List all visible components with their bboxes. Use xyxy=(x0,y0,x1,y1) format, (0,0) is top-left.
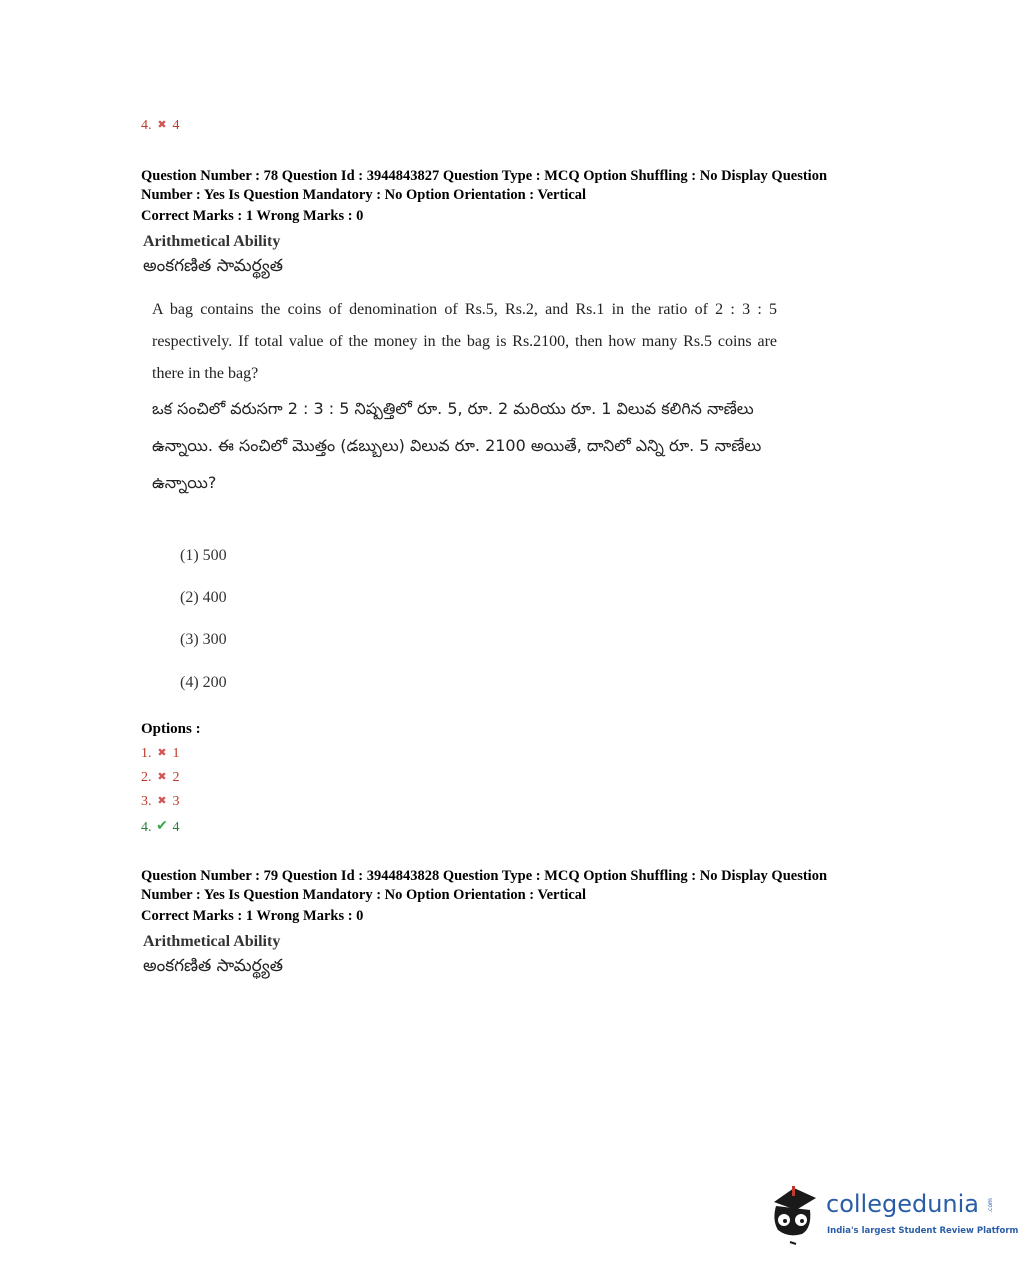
option-4-correct: 4. ✔ 4 xyxy=(141,819,180,835)
check-icon: ✔ xyxy=(156,819,168,834)
option-1: 1. ✖ 1 xyxy=(141,746,180,761)
previous-answer: 4. ✖ 4 xyxy=(141,118,180,133)
choice-4: (4) 200 xyxy=(180,674,227,691)
question-79-meta: Question Number : 79 Question Id : 3944843828 Question Type : MCQ Option Shuffling : No Display Question Number : Yes Is Question Mandatory : No Option Orientation : Vertical xyxy=(141,868,828,903)
section-title-en: Arithmetical Ability xyxy=(143,233,281,250)
choice-1: (1) 500 xyxy=(180,547,227,564)
question-text-te: ఒక సంచిలో వరుసగా 2 : 3 : 5 నిష్పత్తిలో రూ. 5, రూ. 2 మరియు రూ. 1 విలువ కలిగిన నాణేలు ఉన్నాయి. ఈ సంచిలో మొత్తం (డబ్బులు) విలువ రూ. 2100 అయితే, దానిలో ఎన్ని రూ. 5 నాణేలు ఉన్నాయి? xyxy=(152,399,762,492)
question-79-marks: Correct Marks : 1 Wrong Marks : 0 xyxy=(141,908,364,924)
question-78-marks: Correct Marks : 1 Wrong Marks : 0 xyxy=(141,208,364,224)
cross-icon: ✖ xyxy=(157,119,167,131)
logo-wordmark: collegedunia xyxy=(826,1190,980,1218)
choice-2: (2) 400 xyxy=(180,589,227,606)
section-title-en: Arithmetical Ability xyxy=(143,933,281,950)
section-title-te: అంకగణిత సామర్థ్యత xyxy=(143,956,283,976)
choice-3: (3) 300 xyxy=(180,631,227,648)
mascot-icon xyxy=(768,1180,824,1250)
option-2: 2. ✖ 2 xyxy=(141,770,180,785)
options-label: Options : xyxy=(141,721,201,737)
collegedunia-logo xyxy=(768,1180,1019,1250)
question-78-meta: Question Number : 78 Question Id : 3944843827 Question Type : MCQ Option Shuffling : No Display Question Number : Yes Is Question Mandatory : No Option Orientation : Vertical xyxy=(141,168,828,203)
option-3: 3. ✖ 3 xyxy=(141,794,180,809)
logo-tagline: India's largest Student Review Platform xyxy=(827,1226,1019,1236)
cross-icon: ✖ xyxy=(157,747,167,759)
cross-icon: ✖ xyxy=(157,795,167,807)
logo-com: .com xyxy=(986,1198,994,1213)
question-text-en: A bag contains the coins of denomination of Rs.5, Rs.2, and Rs.1 in the ratio of 2 : 3 : 5 respectively. If total value of the money in the bag is Rs.2100, then how many Rs.5 coins are there in the bag? xyxy=(152,301,777,382)
cross-icon: ✖ xyxy=(157,771,167,783)
section-title-te: అంకగణిత సామర్థ్యత xyxy=(143,256,283,276)
